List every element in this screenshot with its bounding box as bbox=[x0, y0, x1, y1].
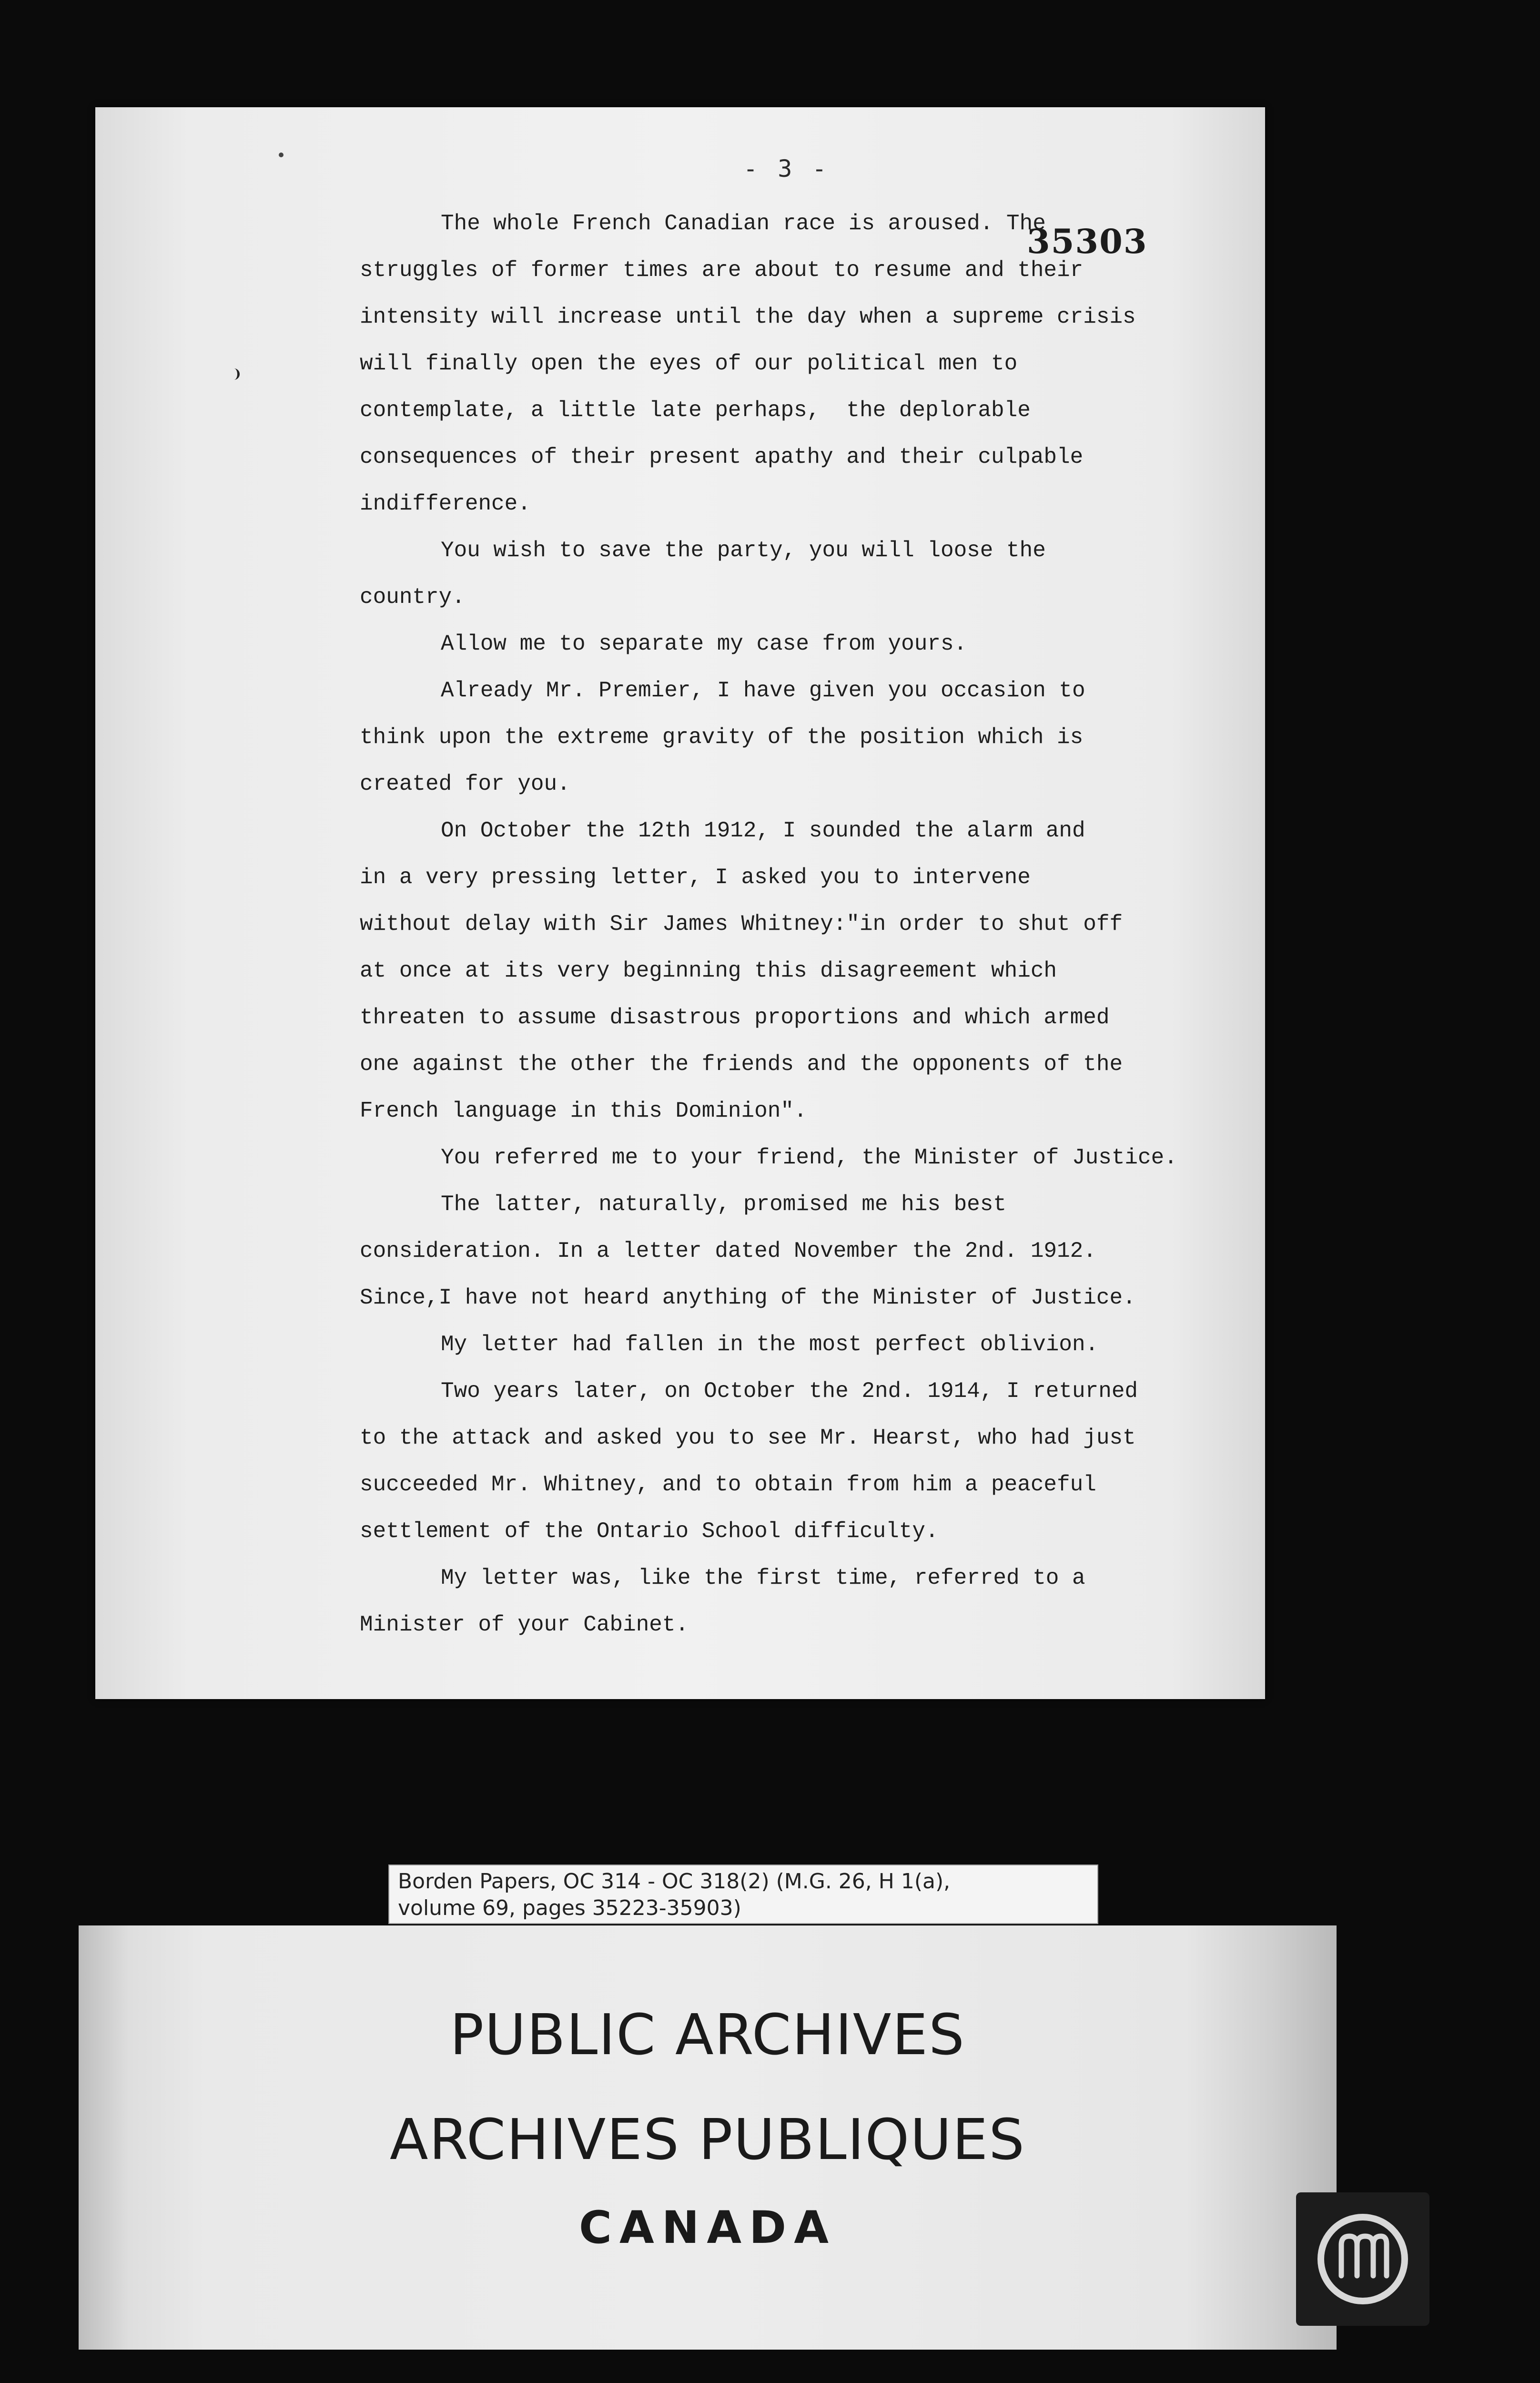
letter-line: think upon the extreme gravity of the position which is bbox=[360, 725, 1084, 750]
letter-line: settlement of the Ontario School difficulty. bbox=[360, 1519, 939, 1544]
letter-line: My letter was, like the first time, referred to a bbox=[441, 1566, 1085, 1590]
margin-mark bbox=[233, 368, 240, 380]
letter-line: You wish to save the party, you will loose the bbox=[441, 538, 1046, 563]
letter-line: Already Mr. Premier, I have given you occasion to bbox=[441, 678, 1085, 703]
letter-body bbox=[360, 200, 1289, 1648]
letter-line: in a very pressing letter, I asked you to intervene bbox=[360, 865, 1031, 890]
public-archives-card bbox=[79, 1925, 1337, 2350]
letter-line: at once at its very beginning this disagreement which bbox=[360, 958, 1057, 983]
letter-line: threaten to assume disastrous proportions and which armed bbox=[360, 1005, 1110, 1030]
archives-country: CANADA bbox=[579, 2202, 836, 2254]
archives-title-french: ARCHIVES PUBLIQUES bbox=[389, 2107, 1026, 2172]
page-number: - 3 - bbox=[743, 155, 830, 183]
letter-line: to the attack and asked you to see Mr. Hearst, who had just bbox=[360, 1426, 1136, 1450]
letter-line: one against the other the friends and the opponents of the bbox=[360, 1052, 1123, 1077]
letter-line: The whole French Canadian race is aroused. The bbox=[441, 211, 1046, 236]
letter-line: Two years later, on October the 2nd. 1914, I returned bbox=[441, 1379, 1138, 1404]
letter-line: French language in this Dominion". bbox=[360, 1099, 807, 1123]
letter-line: without delay with Sir James Whitney:"in order to shut off bbox=[360, 912, 1123, 937]
letter-line: Since,I have not heard anything of the Minister of Justice. bbox=[360, 1285, 1136, 1310]
letter-line: The latter, naturally, promised me his best bbox=[441, 1192, 1006, 1217]
letter-line: Allow me to separate my case from yours. bbox=[441, 631, 967, 656]
reference-line-1: Borden Papers, OC 314 - OC 318(2) (M.G. 26, H 1(a), bbox=[398, 1869, 951, 1894]
archive-stamp-number: 35303 bbox=[1027, 222, 1148, 261]
archives-logo-icon bbox=[1296, 2192, 1429, 2326]
archives-title-english: PUBLIC ARCHIVES bbox=[450, 2002, 965, 2067]
letter-line: succeeded Mr. Whitney, and to obtain from him a peaceful bbox=[360, 1472, 1096, 1497]
letter-line: struggles of former times are about to resume and their bbox=[360, 258, 1084, 283]
letter-line: consequences of their present apathy and their culpable bbox=[360, 445, 1084, 469]
typed-letter-page bbox=[95, 107, 1265, 1699]
letter-line: intensity will increase until the day when a supreme crisis bbox=[360, 305, 1136, 329]
letter-line: country. bbox=[360, 585, 465, 610]
reference-label bbox=[388, 1864, 1098, 1924]
letter-line: indifference. bbox=[360, 491, 531, 516]
letter-line: consideration. In a letter dated November the 2nd. 1912. bbox=[360, 1239, 1096, 1263]
letter-line: You referred me to your friend, the Minister of Justice. bbox=[441, 1145, 1177, 1170]
letter-line: My letter had fallen in the most perfect oblivion. bbox=[441, 1332, 1099, 1357]
letter-line: contemplate, a little late perhaps, the deplorable bbox=[360, 398, 1031, 423]
letter-line: created for you. bbox=[360, 772, 570, 796]
letter-line: will finally open the eyes of our political men to bbox=[360, 351, 1018, 376]
film-speck bbox=[279, 153, 284, 157]
reference-line-2: volume 69, pages 35223-35903) bbox=[398, 1896, 741, 1920]
letter-line: On October the 12th 1912, I sounded the alarm and bbox=[441, 818, 1085, 843]
letter-line: Minister of your Cabinet. bbox=[360, 1612, 689, 1637]
